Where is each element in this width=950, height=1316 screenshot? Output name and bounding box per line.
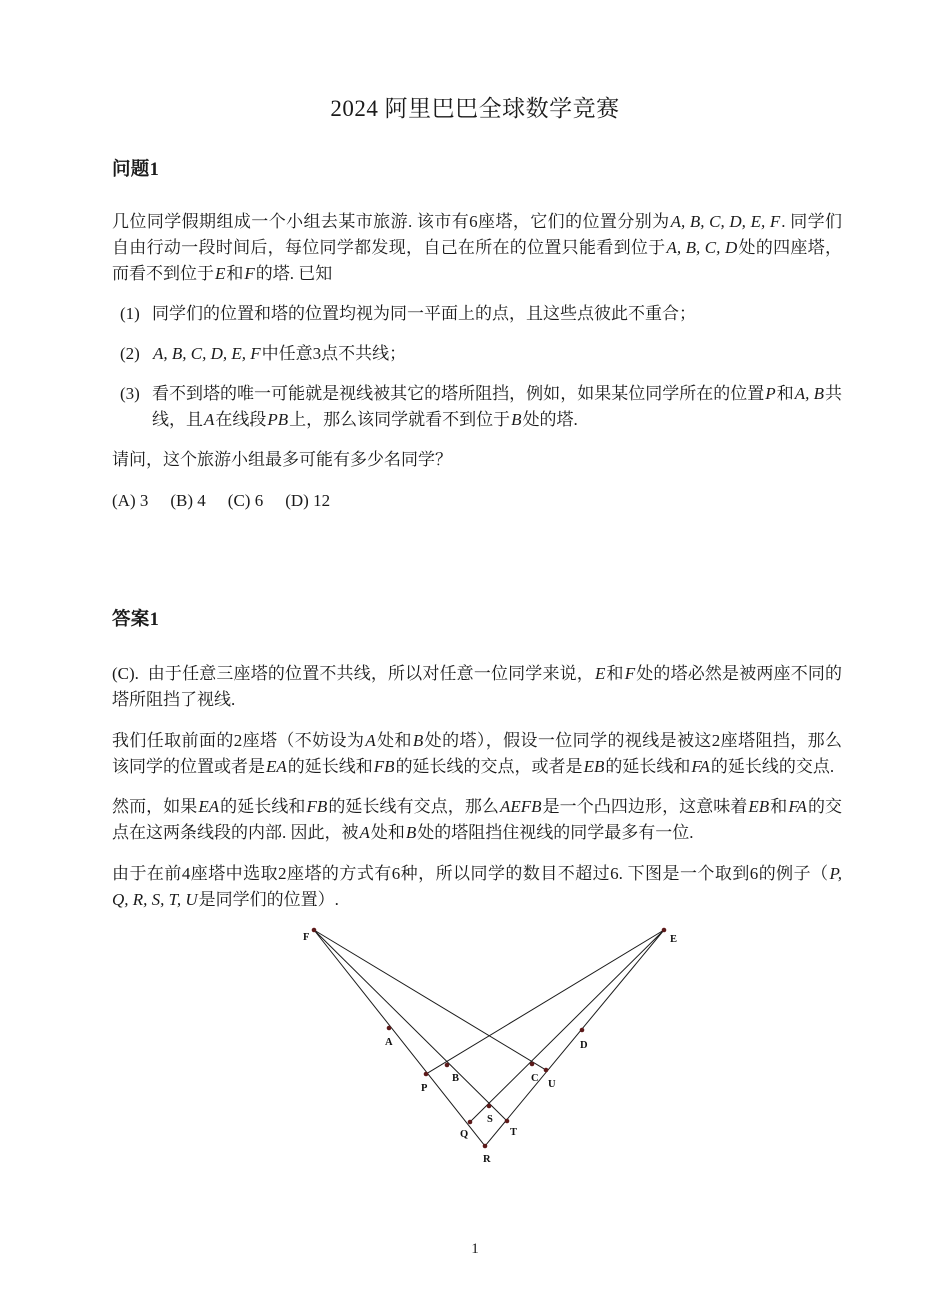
condition-math-d: PB <box>267 409 289 429</box>
answer-p3-math-f: A <box>359 823 370 843</box>
answer-p2-math-c: EA <box>266 756 287 776</box>
problem-intro-text-4: 和 <box>226 263 244 283</box>
figure-line-FT <box>314 930 508 1122</box>
choice-d[interactable] <box>285 488 330 514</box>
figure-label-S: S <box>487 1114 493 1125</box>
choice-b-label: (B) <box>170 490 194 510</box>
answer-prefix: (C). <box>112 664 139 684</box>
condition-math-c: A <box>204 409 215 429</box>
answer-heading: 答案1 <box>112 610 160 631</box>
problem-question: 请问，这个旅游小组最多可能有多少名同学？ <box>112 449 452 469</box>
figure-point-S <box>487 1104 492 1109</box>
answer-p2-math-d: FB <box>373 756 395 776</box>
answer-p1-text-a: 由于任意三座塔的位置不共线，所以对任意一位同学来说， <box>147 664 594 684</box>
document-content <box>112 155 842 928</box>
condition-text: 同学们的位置和塔的位置均视为同一平面上的点，且这些点彼此不重合； <box>152 304 696 324</box>
answer-p2-text-d: 的延长线和 <box>287 756 373 776</box>
condition-math: A, B, C, D, E, F <box>153 344 261 364</box>
answer-p3-text-e: 和 <box>770 797 788 817</box>
page-number: 1 <box>471 1241 479 1257</box>
figure-point-E <box>662 928 667 933</box>
condition-text: 中任意3点不共线； <box>261 344 407 364</box>
figure-point-Q <box>468 1120 473 1125</box>
figure-line-EP <box>424 930 664 1075</box>
condition-text-d: 在线段 <box>215 409 267 429</box>
list-item <box>112 381 842 433</box>
answer-p1-text-b: 和 <box>606 664 624 684</box>
geometry-figure <box>0 918 950 1168</box>
answer-paragraph-2 <box>112 728 842 780</box>
answer-p3-math-b: FB <box>306 797 328 817</box>
problem-intro-text-5: 的塔. 已知 <box>255 263 333 283</box>
figure-label-B: B <box>452 1073 460 1084</box>
choice-c[interactable] <box>228 488 263 514</box>
condition-text-c: 共线，且 <box>152 384 843 429</box>
figure-label-Q: Q <box>460 1129 469 1140</box>
list-marker: (2) <box>120 344 140 364</box>
figure-point-T <box>505 1119 510 1124</box>
problem-intro-text-2: . 同学们自由行动一段时间后，每位同学都发现，自己在所在的位置只能看到位于 <box>112 212 843 257</box>
answer-p3-text-g: 处和 <box>370 823 405 843</box>
answer-p2-text-e: 的延长线的交点，或者是 <box>395 756 583 776</box>
figure-label-F: F <box>303 932 310 943</box>
answer-p2-math-e: EB <box>583 756 605 776</box>
problem-intro-text-3: 处的四座塔，而看不到位于 <box>112 237 843 283</box>
answer-p3-math-d: EB <box>748 797 770 817</box>
answer-p2-math-a: A <box>365 730 376 750</box>
answer-p2-text-g: 的延长线的交点. <box>710 756 835 776</box>
choice-a-value: 3 <box>139 490 149 510</box>
answer-p1-math-b: F <box>624 664 636 684</box>
figure-point-U <box>544 1068 549 1073</box>
problem-choices <box>112 488 842 514</box>
figure-point-C <box>530 1062 535 1067</box>
figure-label-T: T <box>510 1127 518 1138</box>
answer-p3-text-a: 然而，如果 <box>112 797 198 817</box>
condition-text-b: 和 <box>776 384 794 404</box>
answer-p4-text-b: 是同学们的位置）. <box>198 889 339 909</box>
problem-intro <box>112 209 842 286</box>
condition-math-b: A, B <box>794 384 824 404</box>
choice-a[interactable] <box>112 488 148 514</box>
answer-p2-math-f: FA <box>691 756 710 776</box>
figure-line-FU <box>314 930 548 1071</box>
answer-p4-math-a: P, Q, R, S, T, U <box>112 864 842 909</box>
problem-intro-math-3: E <box>215 263 226 283</box>
answer-paragraph-3 <box>112 794 842 846</box>
condition-text-a: 看不到塔的唯一可能就是视线被其它的塔所阻挡，例如，如果某位同学所在的位置 <box>152 384 765 404</box>
figure-point-A <box>387 1026 392 1031</box>
figure-label-A: A <box>385 1037 393 1048</box>
figure-label-D: D <box>580 1040 588 1051</box>
figure-line-FR <box>314 930 486 1148</box>
answer-p1-text-c: 处的塔必然是被两座不同的塔所阻挡了视线. <box>112 664 843 709</box>
answer-paragraph-1 <box>112 661 842 713</box>
answer-p3-math-e: FA <box>788 797 807 817</box>
problem-conditions-list <box>112 301 842 432</box>
answer-p3-text-h: 处的塔阻挡住视线的同学最多有一位. <box>417 823 694 843</box>
choice-c-value: 6 <box>254 490 264 510</box>
condition-text-f: 处的塔. <box>522 409 578 429</box>
section-spacer <box>112 513 842 605</box>
list-marker: (3) <box>120 384 140 404</box>
answer-p3-math-c: AEFB <box>500 797 542 817</box>
page-title: 2024 阿里巴巴全球数学竞赛 <box>330 96 620 121</box>
answer-p3-text-f: 的交点在这两条线段的内部. 因此，被 <box>112 797 843 843</box>
figure-line-EQ <box>469 930 664 1123</box>
problem-heading: 问题1 <box>112 160 160 180</box>
choice-c-label: (C) <box>227 490 251 510</box>
problem-intro-math-2: A, B, C, D <box>666 237 738 257</box>
answer-p3-text-b: 的延长线和 <box>220 797 306 817</box>
geometry-diagram <box>0 918 950 1168</box>
condition-math-a: P <box>765 384 776 404</box>
figure-point-D <box>580 1028 585 1033</box>
answer-p3-text-c: 的延长线有交点，那么 <box>328 797 499 817</box>
figure-label-R: R <box>483 1154 491 1165</box>
problem-intro-math-1: A, B, C, D, E, F <box>670 212 781 231</box>
answer-p2-text-c: 处的塔），假设一位同学的视线是被这2座塔阻挡，那么该同学的位置或者是 <box>112 730 843 776</box>
problem-intro-text-1: 几位同学假期组成一个小组去某市旅游. 该市有6座塔，它们的位置分别为 <box>112 212 670 231</box>
choice-a-label: (A) <box>112 490 136 510</box>
answer-paragraph-4 <box>112 861 842 913</box>
answer-p4-text-a: 由于在前4座塔中选取2座塔的方式有6种，所以同学的数目不超过6. 下图是一个取到6的例子（ <box>112 864 829 884</box>
figure-point-R <box>483 1144 488 1149</box>
answer-p1-math-a: E <box>594 664 606 684</box>
answer-p2-text-f: 的延长线和 <box>605 756 691 776</box>
list-item <box>112 341 842 367</box>
figure-point-F <box>312 928 317 933</box>
answer-p3-math-a: EA <box>198 797 220 817</box>
choice-d-label: (D) <box>285 490 309 510</box>
figure-label-P: P <box>421 1083 428 1094</box>
answer-p2-math-b: B <box>412 730 424 750</box>
figure-line-ER <box>484 930 664 1148</box>
answer-p2-text-a: 我们任取前面的2座塔（不妨设为 <box>112 730 365 750</box>
answer-p3-text-d: 是一个凸四边形，这意味着 <box>542 797 748 817</box>
problem-intro-math-4: F <box>244 263 255 283</box>
choice-b[interactable] <box>170 488 205 514</box>
list-marker: (1) <box>120 304 140 324</box>
condition-text-e: 上，那么该同学就看不到位于 <box>289 409 511 429</box>
choice-b-value: 4 <box>197 490 206 510</box>
answer-p3-math-g: B <box>405 823 417 843</box>
choice-d-value: 12 <box>313 490 331 510</box>
condition-math-e: B <box>511 409 522 429</box>
figure-label-E: E <box>670 934 678 945</box>
figure-label-U: U <box>548 1079 556 1090</box>
figure-point-B <box>445 1063 450 1068</box>
list-item <box>112 301 842 327</box>
answer-p2-text-b: 处和 <box>376 730 412 750</box>
figure-label-C: C <box>531 1073 539 1084</box>
figure-point-P <box>424 1072 429 1077</box>
